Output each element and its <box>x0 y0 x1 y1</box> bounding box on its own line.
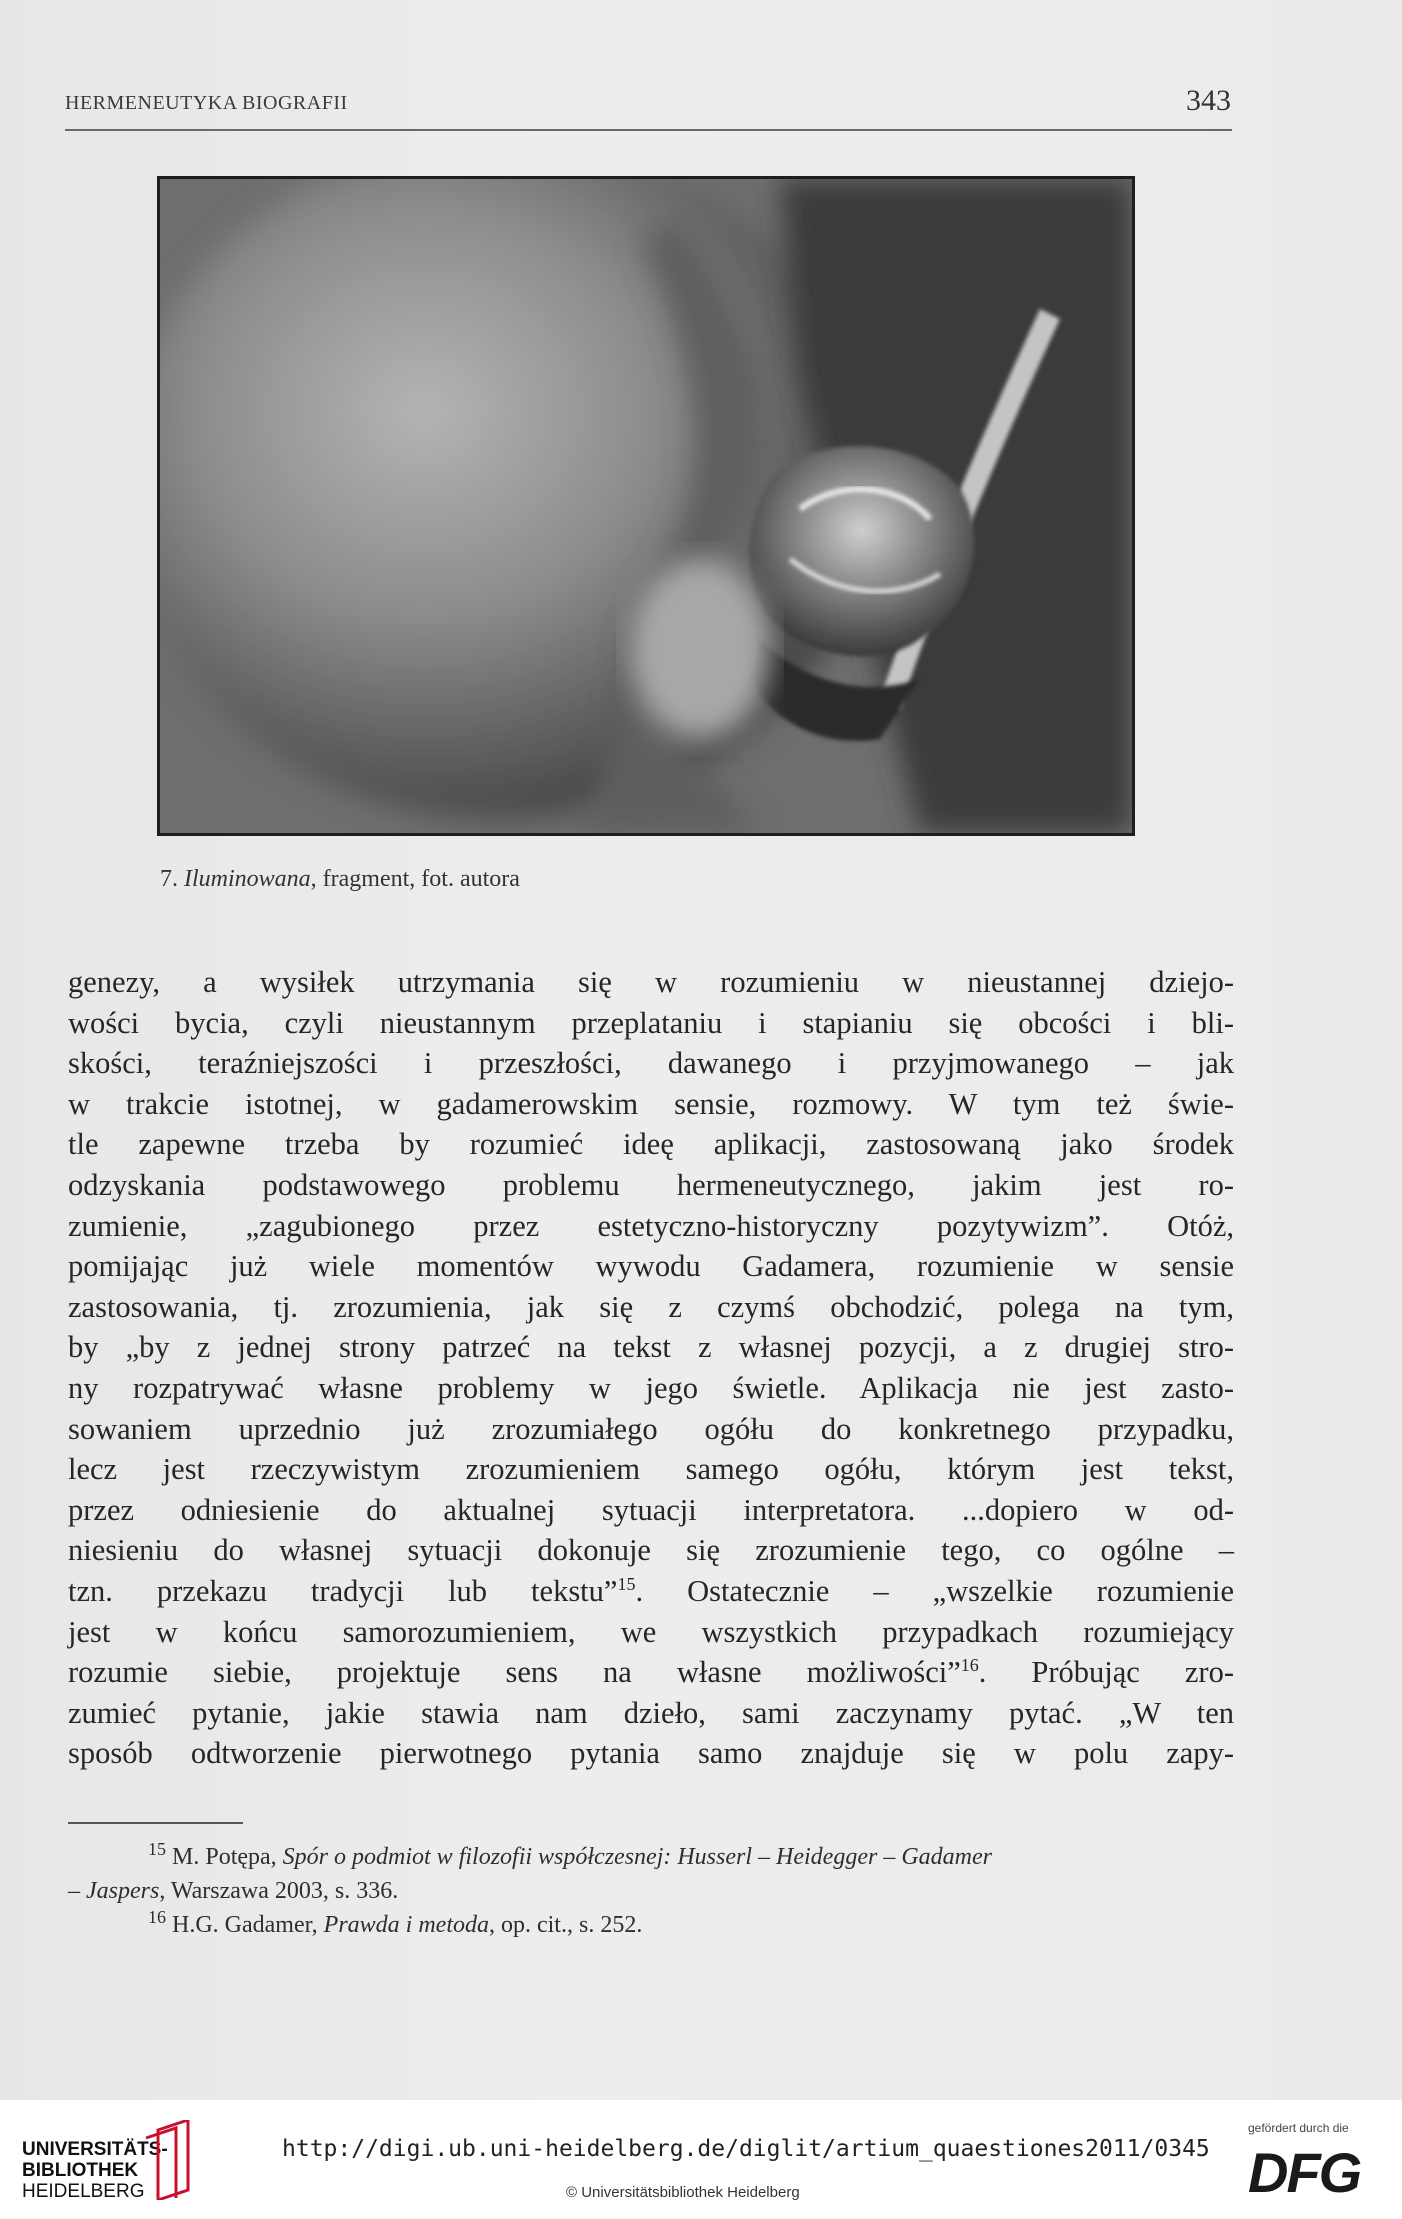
library-name-line: BIBLIOTHEK <box>22 2160 139 2181</box>
text-line: zumienie, „zagubionego przez estetyczno-historyczny pozytywizm”. Otóż, <box>68 1208 1234 1243</box>
text-segment: . Ostatecznie – „wszelkie rozumienie <box>635 1573 1234 1608</box>
footnote-number: 15 <box>148 1839 166 1859</box>
page-number: 343 <box>1186 84 1231 117</box>
footnote-rest: , op. cit., s. 252. <box>488 1912 643 1938</box>
text-line: skości, teraźniejszości i przeszłości, dawanego i przyjmowanego – jak <box>68 1046 1234 1081</box>
footnote-ref-15[interactable]: 15 <box>617 1573 636 1594</box>
figure-caption <box>160 866 520 893</box>
body-text <box>68 962 1234 1774</box>
text-line: by „by z jednej strony patrzeć na tekst z własnej pozycji, a z drugiej stro- <box>68 1330 1234 1365</box>
text-line: jest w końcu samorozumieniem, we wszystkich przypadkach rozumiejący <box>68 1614 1234 1649</box>
footnote-author: M. Potępa, <box>166 1844 283 1870</box>
permalink-url[interactable]: http://digi.ub.uni-heidelberg.de/diglit/artium_quaestiones2011/0345 <box>282 2136 1210 2162</box>
text-line: zumieć pytanie, jakie stawia nam dzieło, sami zaczynamy pytać. „W ten <box>68 1695 1234 1730</box>
text-line <box>68 1571 1234 1612</box>
footnote-number: 16 <box>148 1907 166 1927</box>
footnote-rest: , Warszawa 2003, s. 336. <box>159 1878 399 1904</box>
caption-number: 7. <box>160 866 178 892</box>
text-line: sposób odtworzenie pierwotnego pytania samo znajduje się w polu zapy- <box>68 1736 1234 1771</box>
text-line: wości bycia, czyli nieustannym przeplataniu i stapianiu się obcości i bli- <box>68 1005 1234 1040</box>
footnote-title: Prawda i metoda <box>323 1912 489 1938</box>
footnote-author: H.G. Gadamer, <box>166 1912 324 1938</box>
text-line: tle zapewne trzeba by rozumieć ideę aplikacji, zastosowaną jako środek <box>68 1127 1234 1162</box>
footnote-15 <box>68 1840 1234 1874</box>
sponsor-text: gefördert durch die <box>1248 2121 1349 2135</box>
dfg-logo[interactable]: DFG <box>1248 2141 1361 2204</box>
text-segment: . Próbując zro- <box>978 1655 1234 1690</box>
footnote-rule <box>68 1822 243 1824</box>
text-line: odzyskania podstawowego problemu hermeneutycznego, jakim jest ro- <box>68 1167 1234 1202</box>
text-segment: rozumie siebie, projektuje sens na własne możliwości” <box>68 1655 961 1690</box>
footnote-15-continued <box>68 1874 1234 1908</box>
text-line: pomijając już wiele momentów wywodu Gadamera, rozumienie w sensie <box>68 1249 1234 1284</box>
library-name-line: HEIDELBERG <box>22 2181 145 2202</box>
copyright-notice: © Universitätsbibliothek Heidelberg <box>566 2184 800 2201</box>
footnotes <box>68 1840 1234 1942</box>
footnote-title: – Jaspers <box>68 1878 160 1904</box>
text-line: ny rozpatrywać własne problemy w jego świetle. Aplikacja nie jest zasto- <box>68 1370 1234 1405</box>
text-line: zastosowania, tj. zrozumienia, jak się z czymś obchodzić, polega na tym, <box>68 1289 1234 1324</box>
caption-rest: , fragment, fot. autora <box>310 866 520 892</box>
running-head: HERMENEUTYKA BIOGRAFII <box>65 92 348 114</box>
text-segment: tzn. przekazu tradycji lub tekstu” <box>68 1573 618 1608</box>
text-line: przez odniesienie do aktualnej sytuacji interpretatora. ...dopiero w od- <box>68 1492 1234 1527</box>
text-line: genezy, a wysiłek utrzymania się w rozumieniu w nieustannej dziejo- <box>68 965 1234 999</box>
text-line: sowaniem uprzednio już zrozumiałego ogółu do konkretnego przypadku, <box>68 1411 1234 1446</box>
library-name-line: UNIVERSITÄTS- <box>22 2139 168 2160</box>
footnote-16 <box>68 1908 1234 1942</box>
text-line: niesieniu do własnej sytuacji dokonuje się zrozumienie tego, co ogólne – <box>68 1533 1234 1568</box>
header-rule <box>65 129 1232 131</box>
text-line: w trakcie istotnej, w gadamerowskim sensie, rozmowy. W tym też świe- <box>68 1086 1234 1121</box>
text-line: lecz jest rzeczywistym zrozumieniem samego ogółu, którym jest tekst, <box>68 1452 1234 1487</box>
footnote-ref-16[interactable]: 16 <box>960 1654 979 1675</box>
caption-title: Iluminowana <box>184 866 311 892</box>
library-logo-icon <box>138 2120 198 2200</box>
figure-photo <box>157 176 1135 836</box>
photo-illustration <box>160 179 1132 833</box>
text-line <box>68 1652 1234 1693</box>
footnote-title: Spór o podmiot w filozofii współczesnej: Husserl – Heidegger – Gadamer <box>282 1844 992 1870</box>
